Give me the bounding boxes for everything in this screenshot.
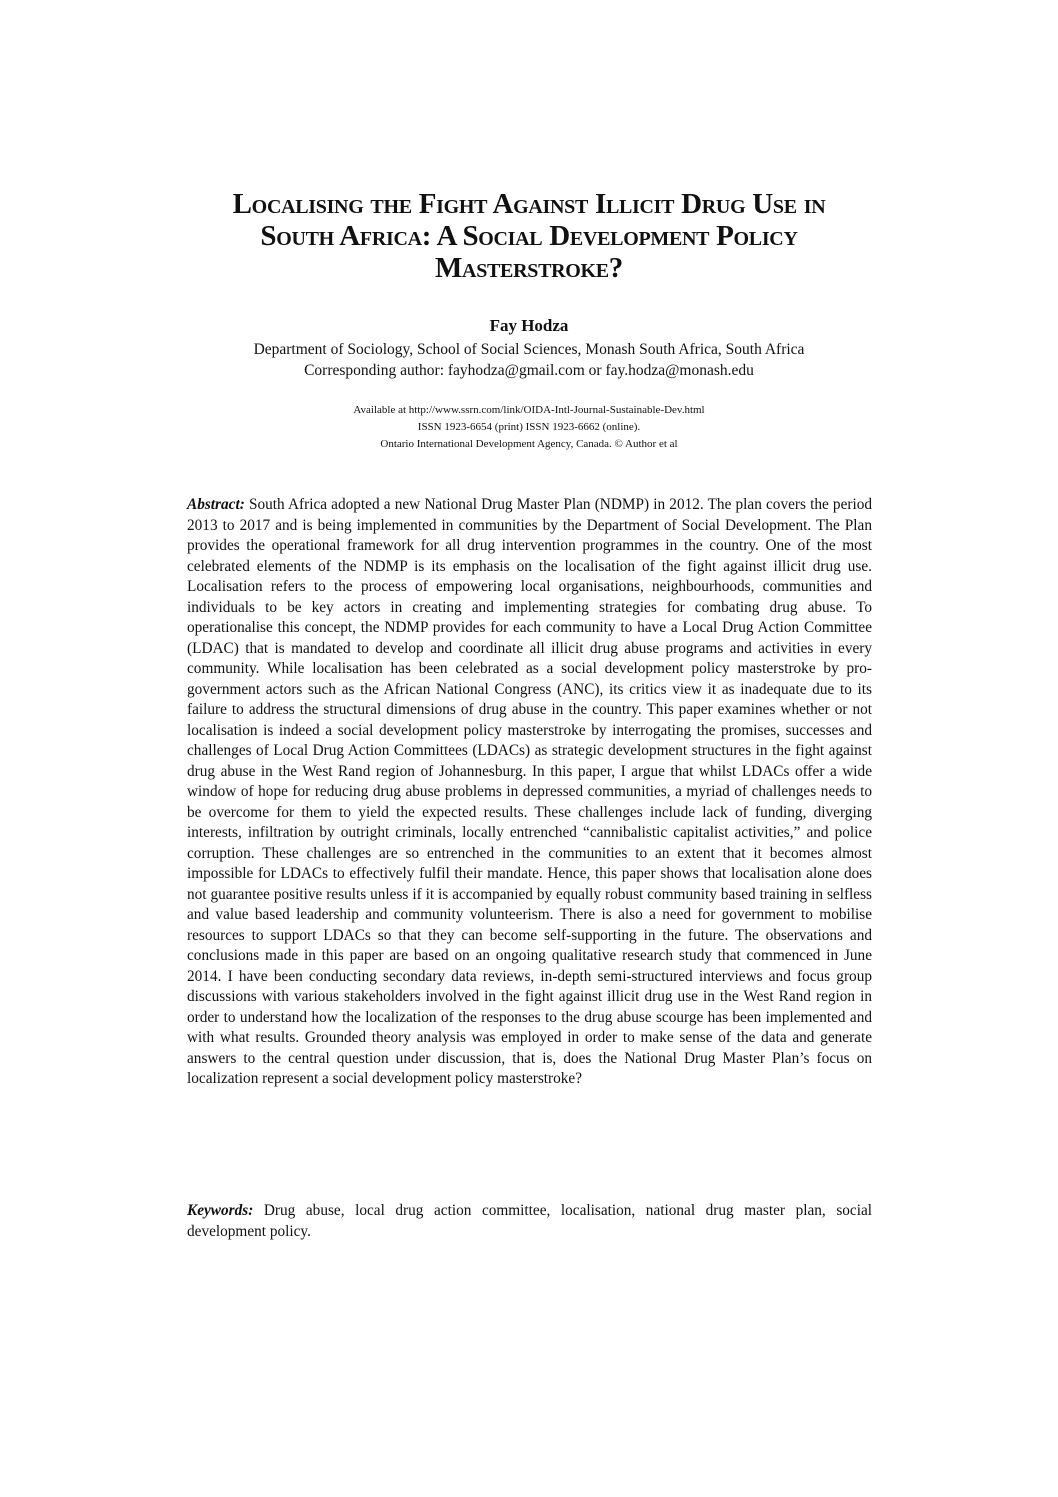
title-line-3: Masterstroke?	[434, 252, 624, 284]
issn-note: ISSN 1923-6654 (print) ISSN 1923-6662 (online).	[417, 421, 641, 433]
title-line-1: Localising the Fight Against Illicit Drug Use in	[232, 188, 826, 220]
author-affiliation: Department of Sociology, School of Social Sciences, Monash South Africa, South Africa	[253, 341, 805, 358]
title-line-2: South Africa: A Social Development Policy	[260, 220, 798, 252]
paper-title	[150, 188, 908, 284]
keywords	[187, 1200, 872, 1242]
abstract	[187, 495, 872, 1090]
keywords-label: Keywords:	[187, 1202, 254, 1219]
availability-note: Available at http://www.ssrn.com/link/OIDA-Intl-Journal-Sustainable-Dev.html	[353, 404, 705, 416]
keywords-text: Drug abuse, local drug action committee, localisation, national drug master plan, social development policy.	[187, 1202, 872, 1240]
corresponding-author: Corresponding author: fayhodza@gmail.com or fay.hodza@monash.edu	[304, 362, 754, 379]
abstract-label: Abstract:	[187, 496, 245, 513]
publisher-note: Ontario International Development Agency, Canada. © Author et al	[380, 438, 678, 450]
abstract-text: South Africa adopted a new National Drug Master Plan (NDMP) in 2012. The plan covers the period 2013 to 2017 and is being implemented in communities by the Department of Social Development. The Plan provides the operational framework for all drug intervention programmes in the country. One of the most celebrated elements of the NDMP is its emphasis on the localisation of the fight against illicit drug use. Localisation refers to the process of empowering local organisations, neighbourhoods, communities and individuals to be key actors in creating and implementing strategies for combating drug abuse. To operationalise this concept, the NDMP provides for each community to have a Local Drug Action Committee (LDAC) that is mandated to develop and coordinate all illicit drug abuse programs and activities in every community. While localisation has been celebrated as a social development policy masterstroke by pro-government actors such as the African National Congress (ANC), its critics view it as inadequate due to its failure to address the structural dimensions of drug abuse in the country. This paper examines whether or not localisation is indeed a social development policy masterstroke by interrogating the promises, successes and challenges of Local Drug Action Committees (LDACs) as strategic development structures in the fight against drug abuse in the West Rand region of Johannesburg. In this paper, I argue that whilst LDACs offer a wide window of hope for reducing drug abuse problems in depressed communities, a myriad of challenges needs to be overcome for them to yield the expected results. These challenges include lack of funding, diverging interests, infiltration by outright criminals, locally entrenched “cannibalistic capitalist activities,” and police corruption. These challenges are so entrenched in the communities to an extent that it becomes almost impossible for LDACs to effectively fulfil their mandate. Hence, this paper shows that localisation alone does not guarantee positive results unless if it is accompanied by equally robust community based training in selfless and value based leadership and community volunteerism. There is also a need for government to mobilise resources to support LDACs so that they can become self-supporting in the future. The observations and conclusions made in this paper are based on an ongoing qualitative research study that commenced in June 2014. I have been conducting secondary data reviews, in-depth semi-structured interviews and focus group discussions with various stakeholders involved in the fight against illicit drug use in the West Rand region in order to understand how the localization of the responses to the drug abuse scourge has been implemented and with what results. Grounded theory analysis was employed in order to make sense of the data and generate answers to the central question under discussion, that is, does the National Drug Master Plan’s focus on localization represent a social development policy masterstroke?	[187, 496, 873, 1087]
author-name: Fay Hodza	[489, 316, 569, 335]
